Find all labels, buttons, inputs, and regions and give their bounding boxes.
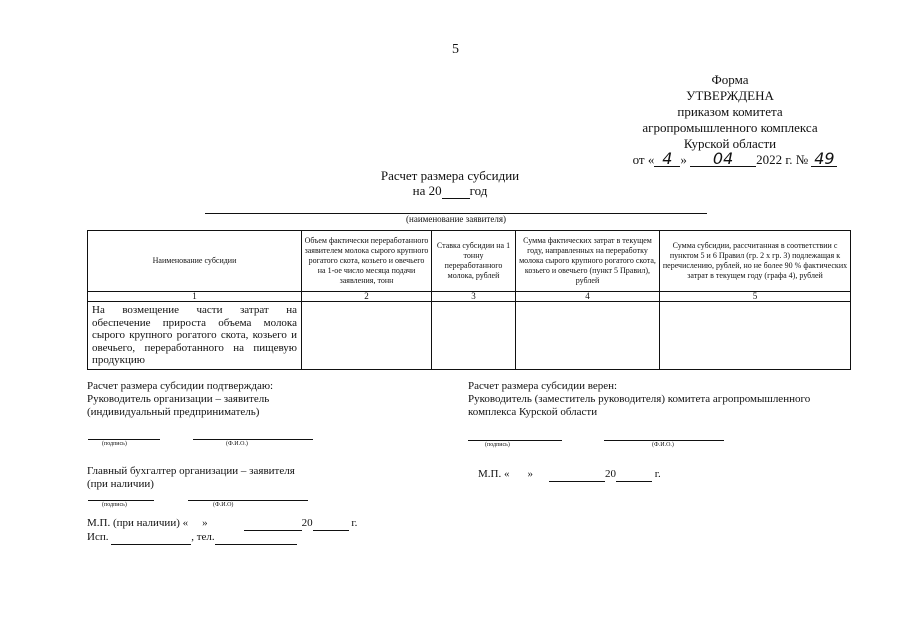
right-head-line: Руководитель (заместитель руководителя) комитета агропромышленного	[468, 393, 811, 405]
executor-label: Исп.	[87, 531, 109, 543]
approval-line-2: агропромышленного комплекса	[642, 120, 818, 135]
left-mp-month-blank	[244, 516, 302, 531]
column-number: 2	[302, 292, 432, 302]
header-cell: Объем фактически переработанного заявителем молока сырого крупного рогатого скота, козьего и овечьего на 1-ое число месяца подачи заявления, тонн	[302, 231, 432, 292]
phone-label: тел.	[196, 531, 215, 543]
approval-date-line	[570, 149, 900, 168]
approval-stamp	[560, 72, 900, 168]
right-mp-year: 20	[604, 468, 616, 480]
left-sign-line	[88, 439, 160, 440]
column-number: 5	[660, 292, 851, 302]
title-year-suffix: год	[469, 183, 488, 198]
accountant-fio-caption: (Ф.И.О)	[213, 502, 234, 508]
date-month: 04	[690, 152, 756, 167]
date-from: от «	[632, 152, 655, 167]
approval-line-3: Курской области	[683, 136, 777, 151]
date-day: 4	[654, 152, 680, 167]
left-mp-year: 20	[301, 517, 313, 529]
left-mp-prefix: М.П. (при наличии) «	[87, 517, 189, 529]
approved-label: УТВЕРЖДЕНА	[686, 88, 774, 103]
right-fio-caption: (Ф.И.О.)	[652, 442, 674, 448]
title-year-blank	[442, 183, 470, 199]
left-entrepreneur-line: (индивидуальный предприниматель)	[87, 406, 260, 418]
accountant-sign-caption: (подпись)	[102, 502, 127, 508]
left-head-line: Руководитель организации – заявитель	[87, 393, 270, 405]
accountant-line-2: (при наличии)	[87, 478, 154, 490]
accountant-block	[87, 465, 295, 491]
left-signature-block	[87, 380, 273, 419]
table-cell	[302, 302, 432, 370]
left-fio-caption: (Ф.И.О.)	[226, 441, 248, 447]
subsidy-table	[87, 230, 851, 370]
title-year-prefix: на 20	[412, 183, 442, 198]
executor-blank	[111, 530, 191, 545]
document-title	[300, 168, 600, 199]
right-committee-line: комплекса Курской области	[468, 406, 598, 418]
left-fio-line	[193, 439, 313, 440]
right-mp-prefix: М.П. «	[478, 468, 510, 480]
executor-line: Исп. , тел.	[87, 530, 297, 545]
left-mp-year-blank	[313, 516, 349, 531]
right-mp-quote: »	[527, 468, 533, 480]
title-line-1: Расчет размера субсидии	[380, 168, 520, 183]
left-confirm-line: Расчет размера субсидии подтверждаю:	[87, 380, 274, 392]
table-row	[88, 302, 851, 370]
column-number: 4	[516, 292, 660, 302]
accountant-fio-line	[188, 500, 308, 501]
phone-blank	[215, 530, 297, 545]
right-mp-month-blank	[549, 467, 605, 482]
column-numbers-row	[88, 292, 851, 302]
right-stamp-line	[478, 467, 661, 482]
table-header-row	[88, 231, 851, 292]
left-mp-g: г.	[351, 517, 358, 529]
header-cell: Сумма субсидии, рассчитанная в соответствии с пунктом 5 и 6 Правил (гр. 2 х гр. 3) подлежащая к перечислению, рублей, но не более 90 % фактических затрат в текущем году (графа 4), рублей	[660, 231, 851, 292]
table-cell	[660, 302, 851, 370]
date-quote: »	[680, 152, 687, 167]
right-mp-year-blank	[616, 467, 652, 482]
header-cell: Сумма фактических затрат в текущем году, направленных на переработку молока сырого крупного рогатого скота, козьего и овечьего (пункт 5 Правил), рублей	[516, 231, 660, 292]
column-number: 3	[432, 292, 516, 302]
subsidy-name-cell: На возмещение части затрат на обеспечение прироста объема молока сырого крупного рогатого скота, козьего и овечьего, переработанного на пищевую продукцию	[88, 302, 302, 370]
title-line-2	[300, 183, 600, 199]
right-fio-line	[604, 440, 724, 441]
left-sign-caption: (подпись)	[102, 441, 127, 447]
header-cell: Наименование субсидии	[88, 231, 302, 292]
left-stamp-line	[87, 516, 357, 531]
approval-line-1: приказом комитета	[677, 104, 783, 119]
right-sign-line	[468, 440, 562, 441]
left-mp-quote: »	[202, 517, 208, 529]
right-signature-block	[468, 380, 810, 419]
column-number: 1	[88, 292, 302, 302]
right-sign-caption: (подпись)	[485, 442, 510, 448]
accountant-line-1: Главный бухгалтер организации – заявителя	[87, 465, 295, 477]
page-number: 5	[452, 42, 459, 57]
table-cell	[516, 302, 660, 370]
header-cell: Ставка субсидии на 1 тонну переработанного молока, рублей	[432, 231, 516, 292]
right-mp-g: г.	[654, 468, 661, 480]
form-label: Форма	[711, 72, 749, 87]
right-verified-line: Расчет размера субсидии верен:	[468, 380, 618, 392]
date-year: 2022 г. №	[756, 152, 809, 167]
applicant-caption: (наименование заявителя)	[406, 214, 506, 224]
accountant-sign-line	[88, 500, 154, 501]
table-cell	[432, 302, 516, 370]
order-number: 49	[811, 152, 837, 167]
